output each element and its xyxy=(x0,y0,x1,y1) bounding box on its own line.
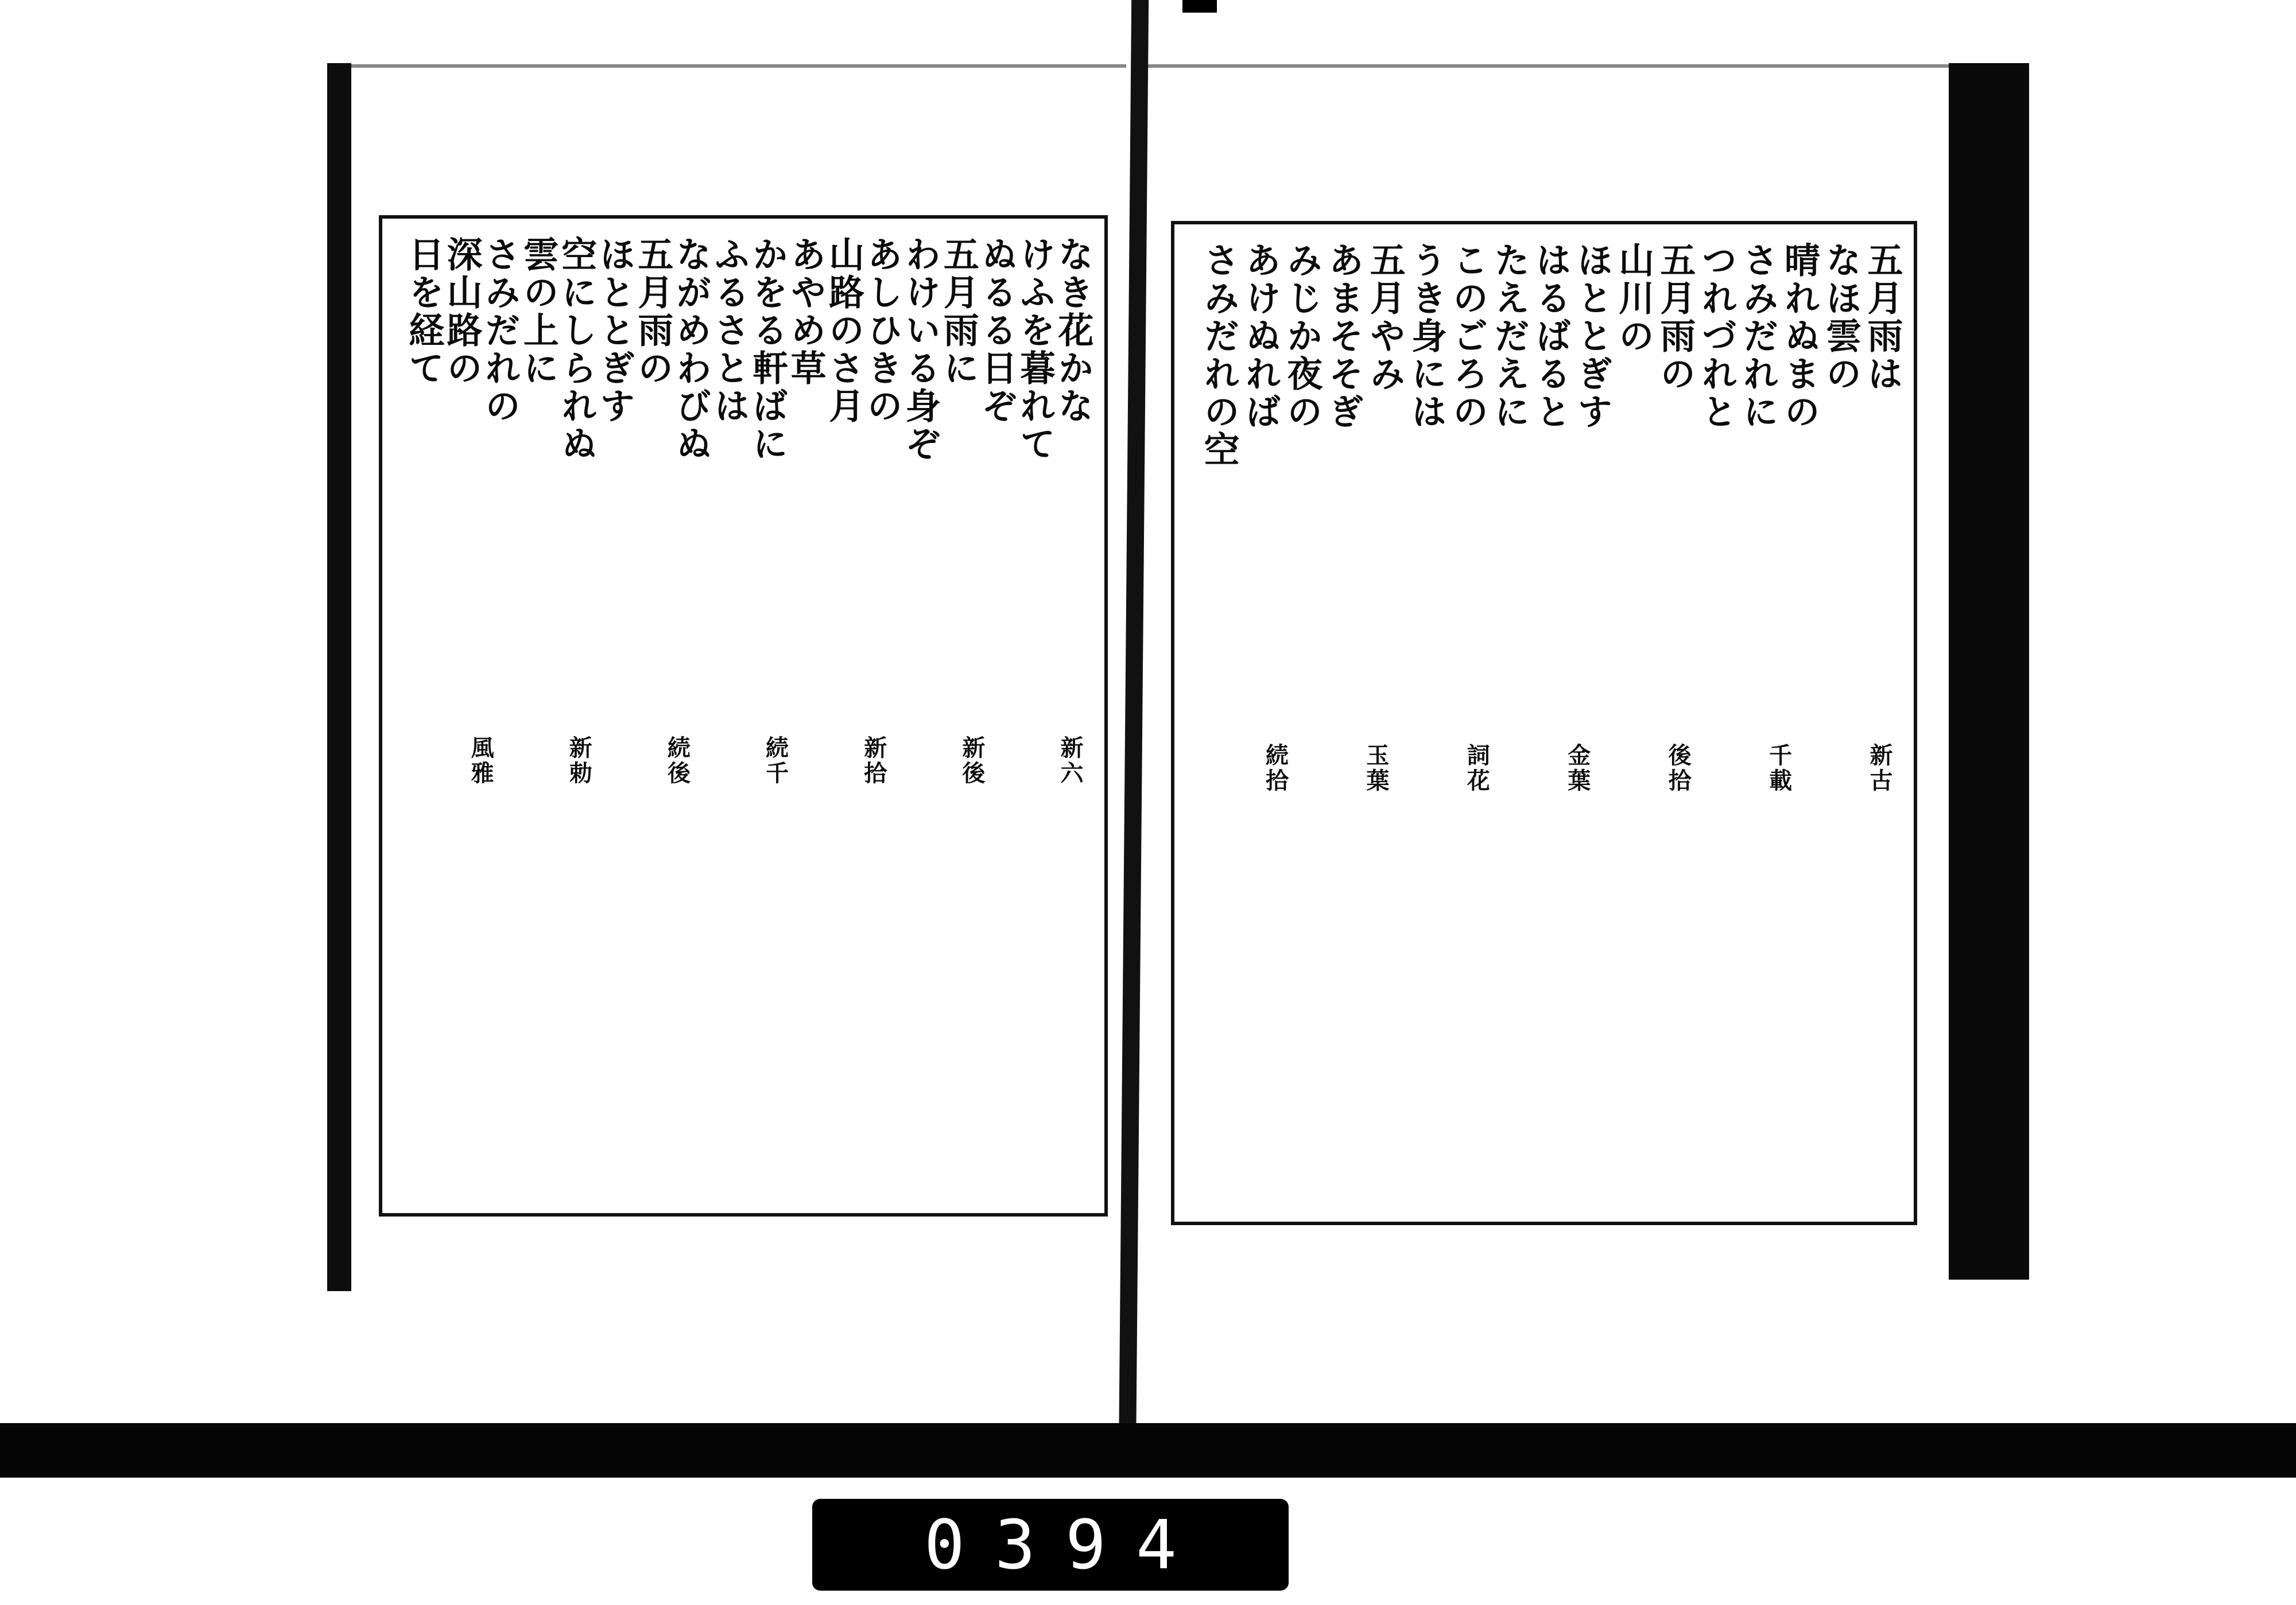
text-column: 空にしられぬ xyxy=(555,236,598,463)
text-column: ぬるる日ぞ xyxy=(975,236,1018,425)
text-column: さみだれに xyxy=(1737,242,1779,431)
source-caption: 玉葉 xyxy=(1362,743,1390,794)
text-column: あやめ草 xyxy=(785,236,827,387)
text-column: はるばると xyxy=(1530,242,1572,431)
text-column: なき花かな xyxy=(1052,236,1094,425)
text-column: 五月雨の xyxy=(631,236,674,387)
right-page-text-frame xyxy=(1171,221,1917,1225)
text-column: 五月雨の xyxy=(1654,242,1696,393)
text-column: なほ雲の xyxy=(1820,242,1862,393)
source-caption: 続後 xyxy=(664,736,691,787)
text-column: 五月雨は xyxy=(1861,242,1903,393)
text-column: さみだれの空 xyxy=(1198,242,1240,469)
page-top-edge-right xyxy=(1148,64,1952,68)
text-column: 日を経て xyxy=(402,236,445,387)
text-column: ほととぎす xyxy=(1571,242,1614,431)
source-caption: 新後 xyxy=(958,736,986,787)
text-column: けふを暮れて xyxy=(1014,236,1056,463)
left-binding-edge xyxy=(327,63,351,1291)
source-caption: 風雅 xyxy=(467,736,495,787)
text-column: かをる軒ばに xyxy=(746,236,789,463)
text-column: つれづれと xyxy=(1696,242,1738,431)
source-caption: 新勅 xyxy=(565,736,593,787)
source-caption: 続千 xyxy=(762,736,789,787)
text-column: 深山路の xyxy=(441,236,483,387)
text-column: あまそそぎ xyxy=(1322,242,1364,431)
book-gutter xyxy=(1119,0,1149,1469)
text-column: 雲の上に xyxy=(517,236,560,387)
top-notch xyxy=(1182,0,1217,13)
source-caption: 後拾 xyxy=(1665,743,1692,794)
text-column: たえだえに xyxy=(1488,242,1530,431)
source-caption: 詞花 xyxy=(1463,743,1491,794)
text-column: このごろの xyxy=(1446,242,1489,431)
text-column: ほととぎす xyxy=(594,236,636,425)
source-caption: 新拾 xyxy=(860,736,887,787)
text-column: ながめわびぬ xyxy=(670,236,712,463)
right-binding-edge xyxy=(1949,63,2029,1280)
text-column: 山路のさ月 xyxy=(823,236,865,425)
text-column: 山川の xyxy=(1612,242,1655,355)
text-column: あしひきの xyxy=(861,236,903,425)
source-caption: 新六 xyxy=(1057,736,1084,787)
text-column: あけぬれば xyxy=(1239,242,1282,431)
source-caption: 続拾 xyxy=(1262,743,1289,794)
text-column: うき身には xyxy=(1405,242,1448,431)
left-page-text-frame xyxy=(379,215,1108,1217)
text-column: 五月雨に xyxy=(937,236,980,387)
text-column: 晴れぬまの xyxy=(1778,242,1821,431)
page-top-edge-left xyxy=(351,64,1126,68)
source-caption: 新古 xyxy=(1866,743,1893,794)
frame-number-plate xyxy=(812,1499,1289,1591)
source-caption: 金葉 xyxy=(1564,743,1591,794)
text-column: わけいる身ぞ xyxy=(899,236,941,463)
source-caption: 千載 xyxy=(1765,743,1793,794)
frame-number: 0394 xyxy=(924,1505,1207,1584)
text-column: みじか夜の xyxy=(1281,242,1323,431)
text-column: 五月やみ xyxy=(1364,242,1406,393)
text-column: さみだれの xyxy=(479,236,521,425)
text-column: ふるさとは xyxy=(708,236,750,425)
scanner-bottom-band xyxy=(0,1423,2296,1478)
